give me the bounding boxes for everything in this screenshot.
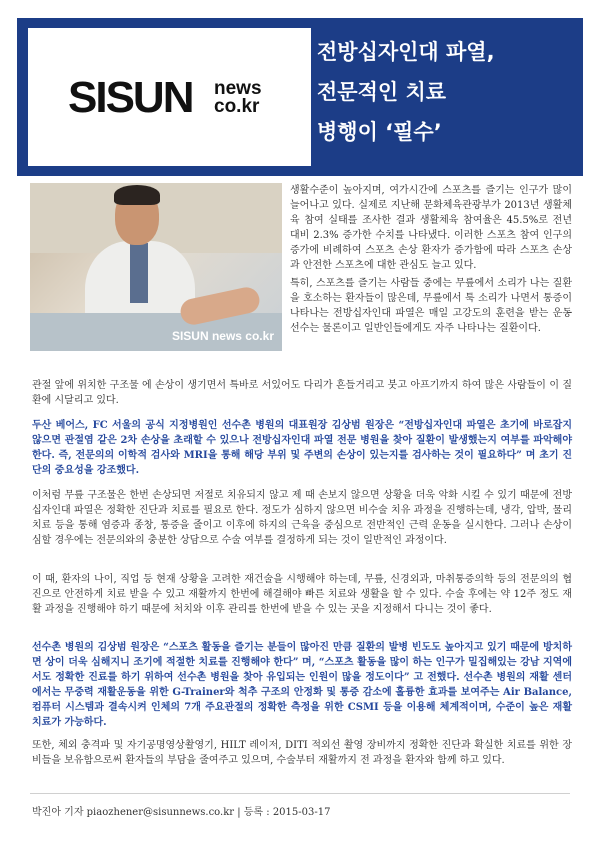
paragraph-3: 관절 앞에 위치한 구조물 에 손상이 생기면서 특바로 서있어도 다리가 흔들거리고 붓고 아프기까지 하여 많은 사람들이 이 질환에 시달리고 있다. [32, 380, 572, 406]
headline-line-3: 병행이 ‘필수’ [317, 120, 442, 144]
article-headline [317, 32, 577, 152]
logo-news: news [214, 78, 262, 99]
doctor-tie [130, 243, 148, 303]
paragraph-8: 또한, 체외 충격파 및 자기공명영상촬영기, HILT 레이저, DITI 적외선 촬영 장비까지 정확한 진단과 확실한 치료를 위한 장비들을 보유함으로써 환자들의 부담을 줄여주고 있으며, 수술부터 재활까지 전 과정을 환자와 함께 하고 있다. [32, 740, 572, 766]
doctor-hair [114, 185, 160, 205]
headline-line-1: 전방십자인대 파열, [317, 40, 495, 64]
header-banner [17, 18, 583, 176]
footer-divider [30, 793, 570, 794]
paragraph-5: 이처럼 무릎 구조물은 한번 손상되면 저절로 치유되지 않고 제 때 손보지 않으면 상황을 더욱 악화 시킬 수 있기 때문에 전방십자인대 파열은 정확한 진단과 치료를 필요로 한다. 정도가 심하지 않으면 비수술 치유 과정을 진행하는데, 냉각, 압박, 물리치료 등을 통해 염증과 종창, 통증을 줄이고 이후에 하지의 근육을 중심으로 전반적인 근력 운동을 실시한다. 그러나 손상이 심할 경우에는 전문의와의 충분한 상담으로 수술 여부를 결정하게 되는 것이 일반적인 과정이다. [32, 490, 572, 546]
logo-wordmark: SISUN [68, 73, 193, 122]
logo-cokr: co.kr [214, 96, 260, 117]
paragraph-1: 생활수준이 높아지며, 여가시간에 스포츠를 즐기는 인구가 많이 늘어나고 있다. 실제로 지난해 문화체육관광부가 2013년 생활체육 참여 실태를 조사한 결과 생활체육 참여율은 45.5%로 전년 대비 2.3% 증가한 수치를 나타냈다. 이러한 스포츠 참여 인구의 증가에 비례하여 스포츠 손상 환자가 증가함에 따라 스포츠 손상과 안전한 스포츠에 대한 관심도 늘고 있다. [290, 185, 572, 271]
sisun-news-logo[interactable] [28, 28, 311, 166]
quote-paragraph-2: 선수촌 병원의 김상범 원장은 “스포츠 활동을 즐기는 분들이 많아진 만큼 질환의 발병 빈도도 높아지고 있기 때문에 방치하면 상이 더욱 심해지니 조기에 적절한 치료를 진행해야 한다” 며, “스포츠 활동을 많이 하는 인구가 밀집해있는 강남 지역에서도 정확한 진료를 하기 위하여 선수촌 병원을 찾아 유입되는 인원이 많을 정도이다” 고 전했다. 선수촌 병원의 재활 센터에서는 무중력 재활운동을 위한 G-Trainer와 척추 구조의 안정화 및 통증 감소에 홀륭한 효과를 보여주는 Air Balance, 컴퓨터 시스템과 결속시켜 인체의 7개 주요관절의 정확한 측정을 위한 CSMI 등을 이용해 체계적이며, 수준이 높은 재활 치료가 가능하다. [32, 642, 572, 728]
paragraph-2: 특히, 스포츠를 즐기는 사람들 중에는 무릎에서 소리가 나는 질환을 호소하는 환자들이 많은데, 무릎에서 툭 소리가 나면서 통증이 나타나는 전방십자인대 파열은 매일 고강도의 훈련을 받는 운동선수는 물론이고 일반인들에게도 자주 나타나는 질환이다. [290, 278, 572, 334]
paragraph-6: 이 때, 환자의 나이, 직업 등 현재 상황을 고려한 재건술을 시행해야 하는데, 무릎, 신경외과, 마취통증의학 등의 전문의의 협진으로 안전하게 치료 받을 수 있고 재활까지 한번에 해결해야 빠른 치료와 생활을 할 수 있다. 수술 후에는 약 12주 정도 재활 과정을 진행해야 하기 때문에 처치와 이후 관리를 한번에 받을 수 있는 곳을 지정해서 다니는 것이 좋다. [32, 574, 572, 615]
logo-domain [214, 80, 262, 116]
headline-line-2: 전문적인 치료 [317, 80, 447, 104]
photo-watermark: SISUN news co.kr [171, 329, 274, 343]
doctor-photo [30, 183, 282, 351]
article-byline: 박진아 기자 piaozhener@sisunnews.co.kr | 등록 : 2015-03-17 [32, 807, 331, 818]
quote-paragraph-1: 두산 베어스, FC 서울의 공식 지정병원인 선수촌 병원의 대표원장 김상범 원장은 “전방십자인대 파열은 초기에 바로잡지 않으면 관절염 같은 2차 손상을 초래할 수 있으나 전방십자인대 파열 전문 병원을 찾아 질환이 발생했는지 여부를 파악해야 한다. 즉, 전문의의 이학적 검사와 MRI을 통해 해당 부위 및 주변의 손상이 있는지를 검사하는 것이 필요하다” 며 초기 진단의 중요성을 강조했다. [32, 420, 572, 476]
